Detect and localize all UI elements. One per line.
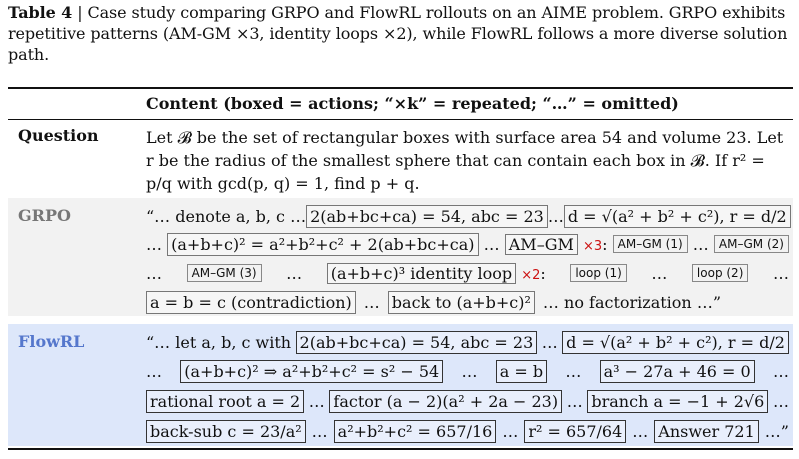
flowrl-line-2: [146, 358, 789, 384]
ellipsis: …: [541, 332, 558, 352]
ellipsis: …: [461, 361, 478, 381]
question-text: Let 𝓑 be the set of rectangular boxes with surface area 54 and volume 23. Let r be the radius of the smallest sphere that can contain each box in 𝓑. If r² = p/q with gcd(p, q) = 1, find p + q.: [146, 128, 784, 193]
flowrl-action-box: a = b: [496, 360, 547, 383]
flowrl-line-3: [146, 388, 789, 414]
flowrl-action-box: a²+b²+c² = 657/16: [334, 420, 497, 443]
grpo-action-box: back to (a+b+c)²: [388, 291, 535, 314]
flowrl-action-box: d = √(a² + b² + c²), r = d/2: [562, 331, 789, 354]
grpo-sub-box: loop (1): [570, 264, 626, 282]
ellipsis: …: [547, 206, 564, 226]
grpo-text: … no factorization …”: [542, 292, 721, 312]
grpo-text: “… denote a, b, c …: [146, 206, 307, 226]
ellipsis: …: [772, 391, 789, 411]
top-rule: [8, 87, 793, 89]
ellipsis: …: [566, 391, 583, 411]
grpo-action-box: (a+b+c)³ identity loop: [327, 263, 516, 284]
ellipsis: …: [146, 234, 162, 254]
grpo-sub-box: AM–GM (1): [613, 235, 688, 253]
colon: :: [602, 234, 608, 254]
flowrl-action-box: factor (a − 2)(a² + 2a − 23): [329, 390, 562, 413]
ellipsis: …: [286, 263, 303, 283]
ellipsis: …: [632, 421, 649, 441]
ellipsis: …: [308, 391, 325, 411]
ellipsis: …: [363, 292, 380, 312]
ellipsis: …: [772, 361, 789, 381]
grpo-action-box: a = b = c (contradiction): [146, 291, 356, 314]
grpo-line-3: [146, 260, 789, 286]
question-label: Question: [18, 126, 99, 145]
ellipsis: …: [146, 361, 162, 381]
grpo-action-box: AM–GM: [505, 234, 578, 255]
colon: :: [540, 263, 546, 283]
flowrl-action-box: back-sub c = 23/a²: [146, 420, 306, 443]
grpo-action-box: d = √(a² + b² + c²), r = d/2: [564, 205, 791, 228]
grpo-line-1: [146, 203, 789, 229]
flowrl-text: “… let a, b, c with: [146, 332, 292, 352]
repeat-count: ×3: [582, 238, 603, 254]
ellipsis: …: [483, 234, 500, 254]
repeat-count: ×2: [521, 267, 541, 283]
grpo-sub-box: loop (2): [692, 264, 748, 282]
grpo-sub-box: AM–GM (2): [714, 235, 789, 253]
flowrl-action-box: r² = 657/64: [524, 420, 626, 443]
ellipsis: …: [311, 421, 328, 441]
bottom-rule: [8, 448, 793, 450]
table-caption: [8, 2, 793, 65]
flowrl-action-box: branch a = −1 + 2√6: [587, 390, 768, 413]
ellipsis: …: [502, 421, 519, 441]
caption-label: Table 4: [8, 3, 73, 22]
flowrl-action-box: (a+b+c)² ⇒ a²+b²+c² = s² − 54: [180, 360, 443, 383]
ellipsis: …: [772, 263, 789, 283]
ellipsis: …: [692, 234, 709, 254]
flowrl-line-4: [146, 418, 789, 444]
flowrl-text: …”: [764, 421, 789, 441]
flowrl-line-1: [146, 329, 789, 355]
header-rule: [8, 119, 793, 120]
ellipsis: …: [651, 263, 668, 283]
grpo-line-2: [146, 231, 789, 257]
column-header: Content (boxed = actions; “×k” = repeated; “…” = omitted): [146, 94, 679, 113]
grpo-label: GRPO: [18, 206, 71, 225]
ellipsis: …: [146, 263, 162, 283]
caption-text: | Case study comparing GRPO and FlowRL rollouts on an AIME problem. GRPO exhibits repetitive patterns (AM-GM ×3, identity loops ×2), while FlowRL follows a more diverse solution path.: [8, 3, 788, 64]
grpo-action-box: 2(ab+bc+ca) = 54, abc = 23: [306, 205, 548, 228]
flowrl-action-box: a³ − 27a + 46 = 0: [600, 360, 755, 383]
flowrl-action-box: rational root a = 2: [146, 390, 304, 413]
flowrl-label: FlowRL: [18, 332, 85, 351]
grpo-line-4: [146, 289, 789, 315]
grpo-sub-box: AM–GM (3): [187, 264, 262, 282]
grpo-action-box: (a+b+c)² = a²+b²+c² + 2(ab+bc+ca): [167, 233, 478, 256]
ellipsis: …: [565, 361, 582, 381]
flowrl-action-box: Answer 721: [654, 420, 759, 443]
flowrl-action-box: 2(ab+bc+ca) = 54, abc = 23: [296, 331, 538, 354]
